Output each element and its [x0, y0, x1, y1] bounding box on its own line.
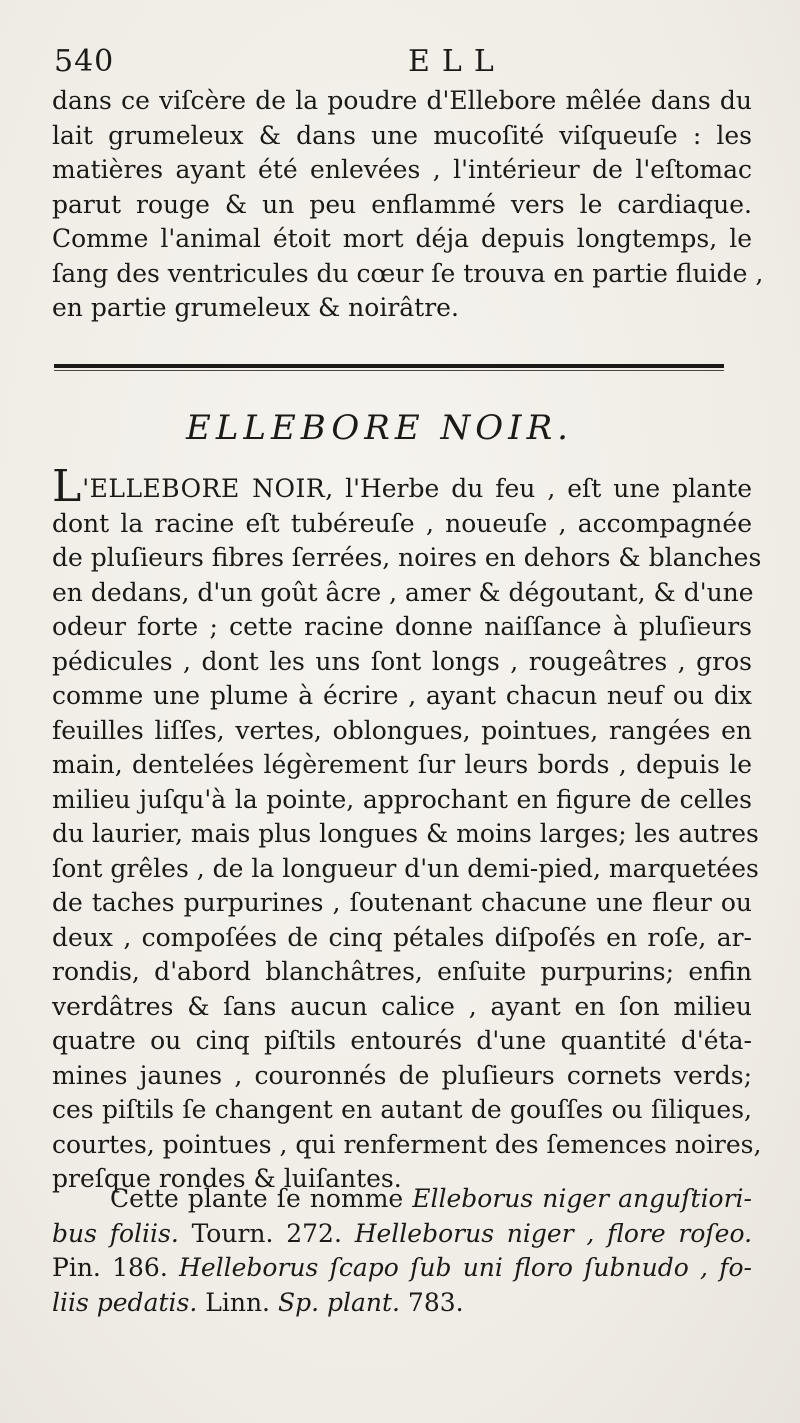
reference-text: Tourn. 272. [178, 1218, 355, 1248]
text-line: feuilles liſſes, vertes, oblongues, pointues, rangées en [52, 715, 752, 745]
text-line: dont la racine eſt tubéreuſe , noueuſe , accompagnée [52, 508, 752, 538]
main-paragraph [52, 461, 762, 1197]
text-line: comme une plume à écrire , ayant chacun neuf ou dix [52, 681, 752, 710]
latin-name: liis pedatis. [52, 1287, 198, 1317]
section-divider [54, 364, 724, 368]
reference-line [52, 1182, 752, 1217]
reference-text: Linn. [197, 1287, 278, 1317]
text-line: en dedans, d'un goût âcre , amer & dégoutant, & d'une [52, 577, 754, 607]
text-line: de pluſieurs fibres ſerrées, noires en dehors & blanches [52, 543, 762, 572]
headword: 'ELLEBORE NOIR [82, 474, 326, 503]
text-line: verdâtres & ſans aucun calice , ayant en ſon milieu [52, 991, 752, 1021]
text-line: rondis, d'abord blanchâtres, enſuite purpurins; enfin [52, 957, 752, 986]
page-header [50, 40, 750, 88]
first-line [52, 461, 752, 512]
reference-line [52, 1217, 752, 1252]
text-line: quatre ou cinq piſtils entourés d'une quantité d'éta- [52, 1026, 752, 1055]
text-line: ſang des ventricules du cœur ſe trouva en partie fluide , [52, 258, 764, 288]
text-line: du laurier, mais plus longues & moins larges; les autres [52, 819, 759, 848]
text-line: deux , compoſées de cinq pétales diſpoſés en roſe, ar- [52, 922, 752, 952]
text-line: de taches purpurines , ſoutenant chacune une fleur ou [52, 888, 752, 917]
latin-name: Helleborus niger , flore roſeo. [354, 1218, 753, 1248]
text-line: parut rouge & un peu enflammé vers le cardiaque. [52, 189, 752, 219]
text-line: pédicules , dont les uns ſont longs , rougeâtres , gros [52, 646, 752, 676]
text-line: mines jaunes , couronnés de pluſieurs cornets verds; [52, 1060, 752, 1090]
reference-line [52, 1251, 752, 1286]
text-line: en partie grumeleux & noirâtre. [52, 293, 459, 322]
reference-text: Cette plante ſe nomme [110, 1184, 413, 1213]
reference-line [52, 1286, 752, 1321]
latin-name: bus foliis. [52, 1218, 179, 1248]
reference-text: 783. [399, 1287, 464, 1317]
text-line: main, dentelées légèrement ſur leurs bords , depuis le [52, 750, 752, 779]
first-line-rest: , l'Herbe du feu , eſt une plante [325, 474, 752, 503]
reference-text: Pin. 186. [52, 1253, 180, 1282]
initial-capital: L [52, 461, 82, 512]
latin-name: Sp. plant. [277, 1287, 400, 1317]
text-line: preſque rondes & luiſantes. [52, 1164, 402, 1193]
text-line: ſont grêles , de la longueur d'un demi-pied, marquetées [52, 853, 759, 883]
text-line: Comme l'animal étoit mort déja depuis longtemps, le [52, 224, 752, 253]
latin-name: Elleborus niger anguſtiori- [412, 1184, 753, 1213]
text-line: milieu juſqu'à la pointe, approchant en figure de celles [52, 784, 752, 814]
text-line: dans ce viſcère de la poudre d'Ellebore mêlée dans du [52, 86, 752, 115]
text-line: ces piſtils ſe changent en autant de gouſſes ou ſiliques, [52, 1095, 752, 1124]
text-line: odeur forte ; cette racine donne naiſſance à pluſieurs [52, 612, 752, 641]
page-number: 540 [54, 44, 115, 79]
text-line: lait grumeleux & dans une mucoſité viſqueuſe : les [52, 120, 752, 150]
running-head: ELL [408, 44, 506, 79]
section-divider-thin [54, 370, 724, 371]
continuation-paragraph [52, 84, 764, 326]
text-line: courtes, pointues , qui renferment des ſemences noires, [52, 1129, 762, 1159]
section-title: ELLEBORE NOIR. [186, 408, 573, 448]
reference-paragraph [52, 1182, 752, 1320]
text-line: matières ayant été enlevées , l'intérieur de l'eſtomac [52, 155, 752, 184]
latin-name: Helleborus ſcapo ſub uni floro ſubnudo , fo- [179, 1253, 752, 1282]
